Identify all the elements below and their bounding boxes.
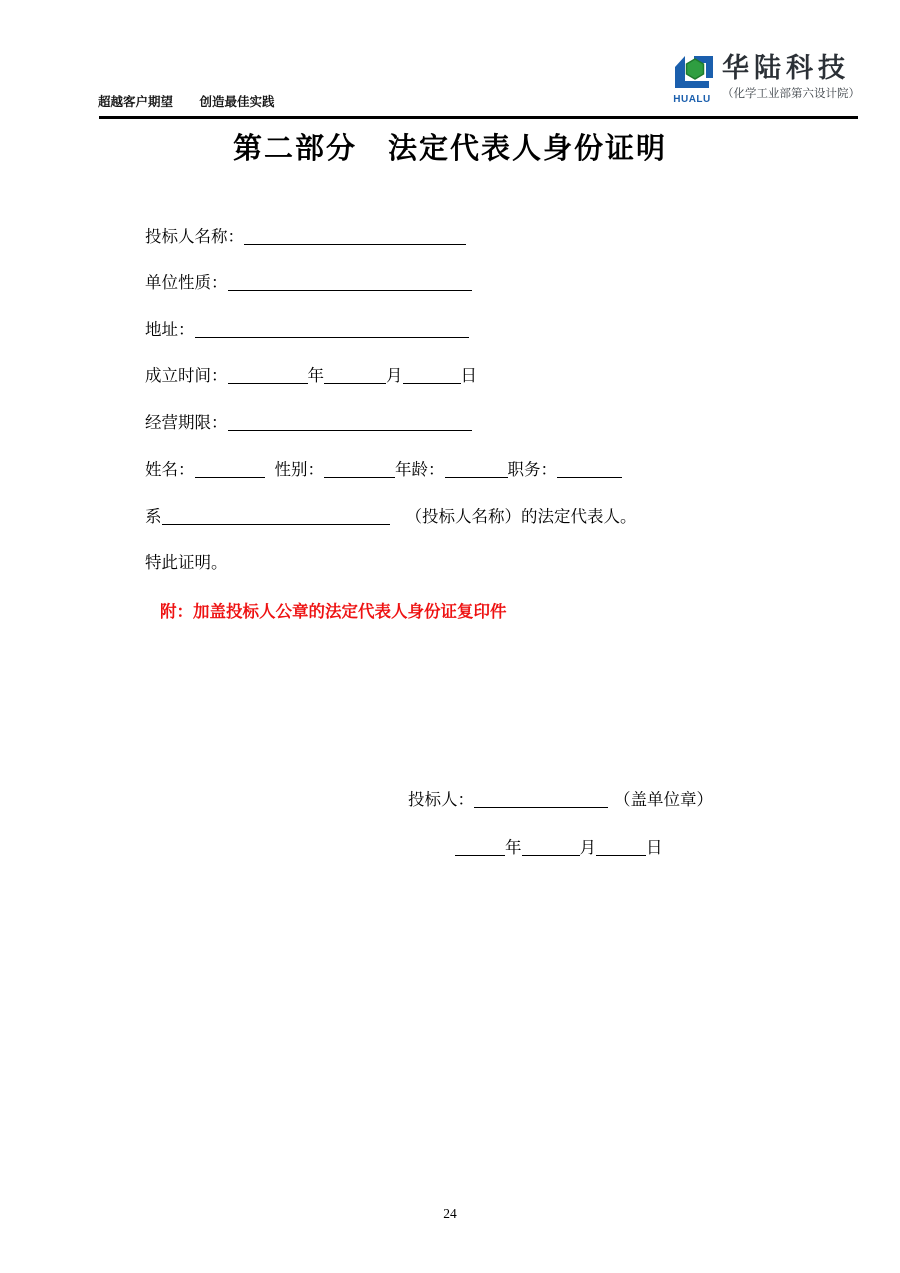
name-label: 姓名： <box>145 460 195 479</box>
business-term-label: 经营期限： <box>145 413 228 432</box>
header-slogans <box>98 92 275 110</box>
establish-day-underline <box>403 370 461 384</box>
hualu-logo-icon <box>666 53 718 105</box>
certify-line <box>145 552 228 574</box>
attachment-note-line <box>160 601 507 623</box>
establish-date-line <box>145 365 477 387</box>
bidder-name-line <box>145 226 466 248</box>
establish-month-label: 月 <box>386 366 403 385</box>
gender-underline <box>324 464 395 478</box>
logo-subtitle: （化学工业部第六设计院） <box>722 88 860 101</box>
logo-company-name: 华陆科技 <box>722 53 850 83</box>
sign-day-label: 日 <box>646 838 663 857</box>
age-underline <box>445 464 508 478</box>
company-logo <box>666 53 860 105</box>
sign-month-label: 月 <box>579 838 596 857</box>
legal-representative-line <box>145 506 637 528</box>
slogan-exceed-expectations: 超越客户期望 <box>98 95 174 109</box>
representative-name-underline <box>162 511 390 525</box>
sign-year-label: 年 <box>505 838 522 857</box>
position-label: 职务： <box>507 460 557 479</box>
document-title: 第二部分 法定代表人身份证明 <box>232 133 667 165</box>
attachment-note-text: 附：加盖投标人公章的法定代表人身份证复印件 <box>160 602 507 621</box>
is-suffix-text: （投标人名称）的法定代表人。 <box>405 507 637 526</box>
establish-day-label: 日 <box>460 366 477 385</box>
header-divider <box>99 116 858 119</box>
unit-nature-underline <box>228 277 472 291</box>
signature-date-line <box>455 837 663 859</box>
slogan-best-practice: 创造最佳实践 <box>199 95 275 109</box>
bidder-name-underline <box>244 231 466 245</box>
name-underline <box>195 464 265 478</box>
establish-year-underline <box>228 370 308 384</box>
unit-nature-line <box>145 272 472 294</box>
position-underline <box>557 464 622 478</box>
bidder-name-label: 投标人名称： <box>145 227 244 246</box>
logo-text-block <box>722 53 860 101</box>
sign-month-underline <box>522 842 580 856</box>
sign-day-underline <box>596 842 646 856</box>
gender-label: 性别： <box>274 460 324 479</box>
sign-year-underline <box>455 842 505 856</box>
signature-underline <box>474 794 608 808</box>
address-label: 地址： <box>145 320 195 339</box>
seal-note-text: （盖单位章） <box>614 790 713 809</box>
establish-month-underline <box>324 370 386 384</box>
address-line <box>145 319 469 341</box>
signature-bidder-label: 投标人： <box>408 790 474 809</box>
person-info-line <box>145 459 622 481</box>
certify-text: 特此证明。 <box>145 553 228 572</box>
hualu-emblem-icon <box>668 53 716 95</box>
establish-date-label: 成立时间： <box>145 366 228 385</box>
is-label: 系 <box>145 507 162 526</box>
logo-mark-text: HUALU <box>673 94 711 105</box>
business-term-line <box>145 412 472 434</box>
age-label: 年龄： <box>395 460 445 479</box>
signature-line <box>408 789 713 811</box>
establish-year-label: 年 <box>307 366 324 385</box>
address-underline <box>195 324 469 338</box>
page-number: 24 <box>443 1206 457 1221</box>
unit-nature-label: 单位性质： <box>145 273 228 292</box>
business-term-underline <box>228 417 472 431</box>
